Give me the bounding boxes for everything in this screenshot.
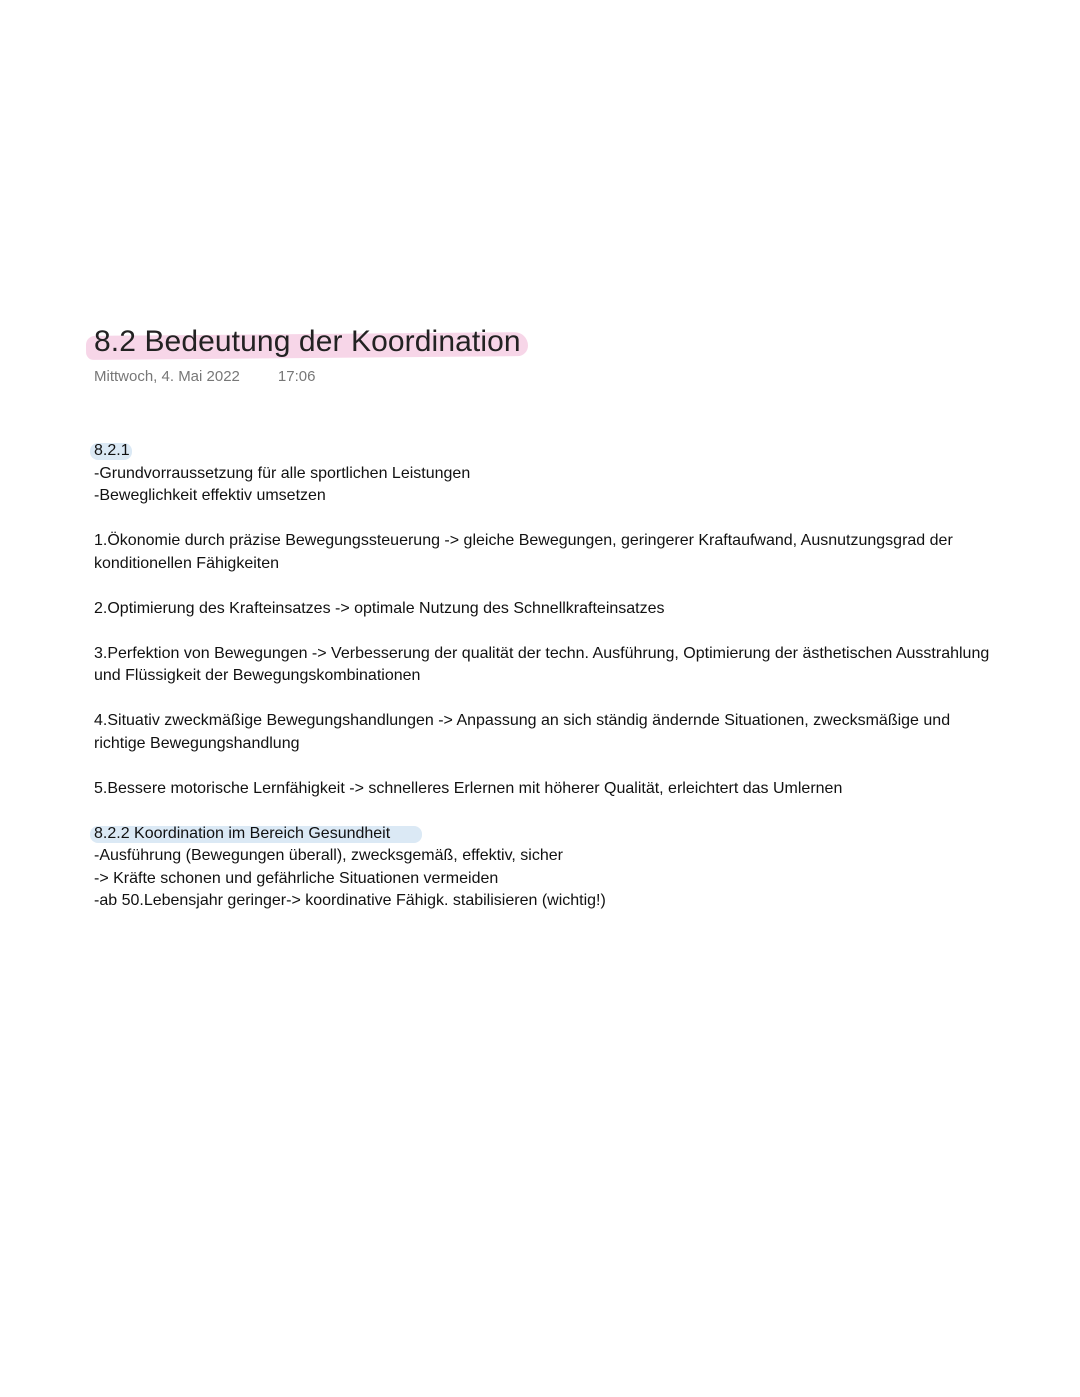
note-date: Mittwoch, 4. Mai 2022 — [94, 368, 240, 385]
note-title-block — [94, 320, 521, 370]
blank-line — [94, 755, 994, 778]
bullet-line: -Ausführung (Bewegungen überall), zwecksgemäß, effektiv, sicher — [94, 847, 563, 864]
blank-line — [94, 688, 994, 711]
blank-line — [94, 620, 994, 643]
blank-line — [94, 508, 994, 531]
numbered-item-3: 3.Perfektion von Bewegungen -> Verbesserung der qualität der techn. Ausführung, Optimierung der ästhetischen Ausstrahlung und Flüssigkeit der Bewegungskombinationen — [94, 644, 990, 684]
bullet-line: -Beweglichkeit effektiv umsetzen — [94, 487, 326, 504]
section-heading-text: 8.2.1 — [94, 442, 130, 459]
bullet-line: -Grundvorraussetzung für alle sportlichen Leistungen — [94, 464, 471, 482]
note-time: 17:06 — [277, 368, 316, 385]
note-timestamp — [94, 368, 315, 385]
numbered-item-5: 5.Bessere motorische Lernfähigkeit -> schnelleres Erlernen mit höherer Qualität, erleichtert das Umlernen — [94, 779, 843, 797]
note-body — [94, 440, 994, 913]
section-heading-text: 8.2.2 Koordination im Bereich Gesundheit — [94, 824, 391, 842]
page-title: 8.2 Bedeutung der Koordination — [94, 325, 521, 358]
blank-line — [94, 800, 994, 823]
bullet-line: -ab 50.Lebensjahr geringer-> koordinative Fähigk. stabilisieren (wichtig!) — [94, 892, 606, 909]
numbered-item-4: 4.Situativ zweckmäßige Bewegungshandlungen -> Anpassung an sich ständig ändernde Situationen, zwecksmäßige und richtige Bewegungshandlung — [94, 712, 951, 752]
blank-line — [94, 575, 994, 598]
section-heading-8-2-2 — [94, 823, 390, 846]
numbered-item-2: 2.Optimierung des Krafteinsatzes -> optimale Nutzung des Schnellkrafteinsatzes — [94, 599, 665, 617]
section-heading-8-2-1 — [94, 440, 130, 463]
numbered-item-1: 1.Ökonomie durch präzise Bewegungssteuerung -> gleiche Bewegungen, geringerer Kraftaufwand, Ausnutzungsgrad der konditionellen Fähigkeiten — [94, 532, 953, 572]
bullet-line: -> Kräfte schonen und gefährliche Situationen vermeiden — [94, 869, 499, 887]
